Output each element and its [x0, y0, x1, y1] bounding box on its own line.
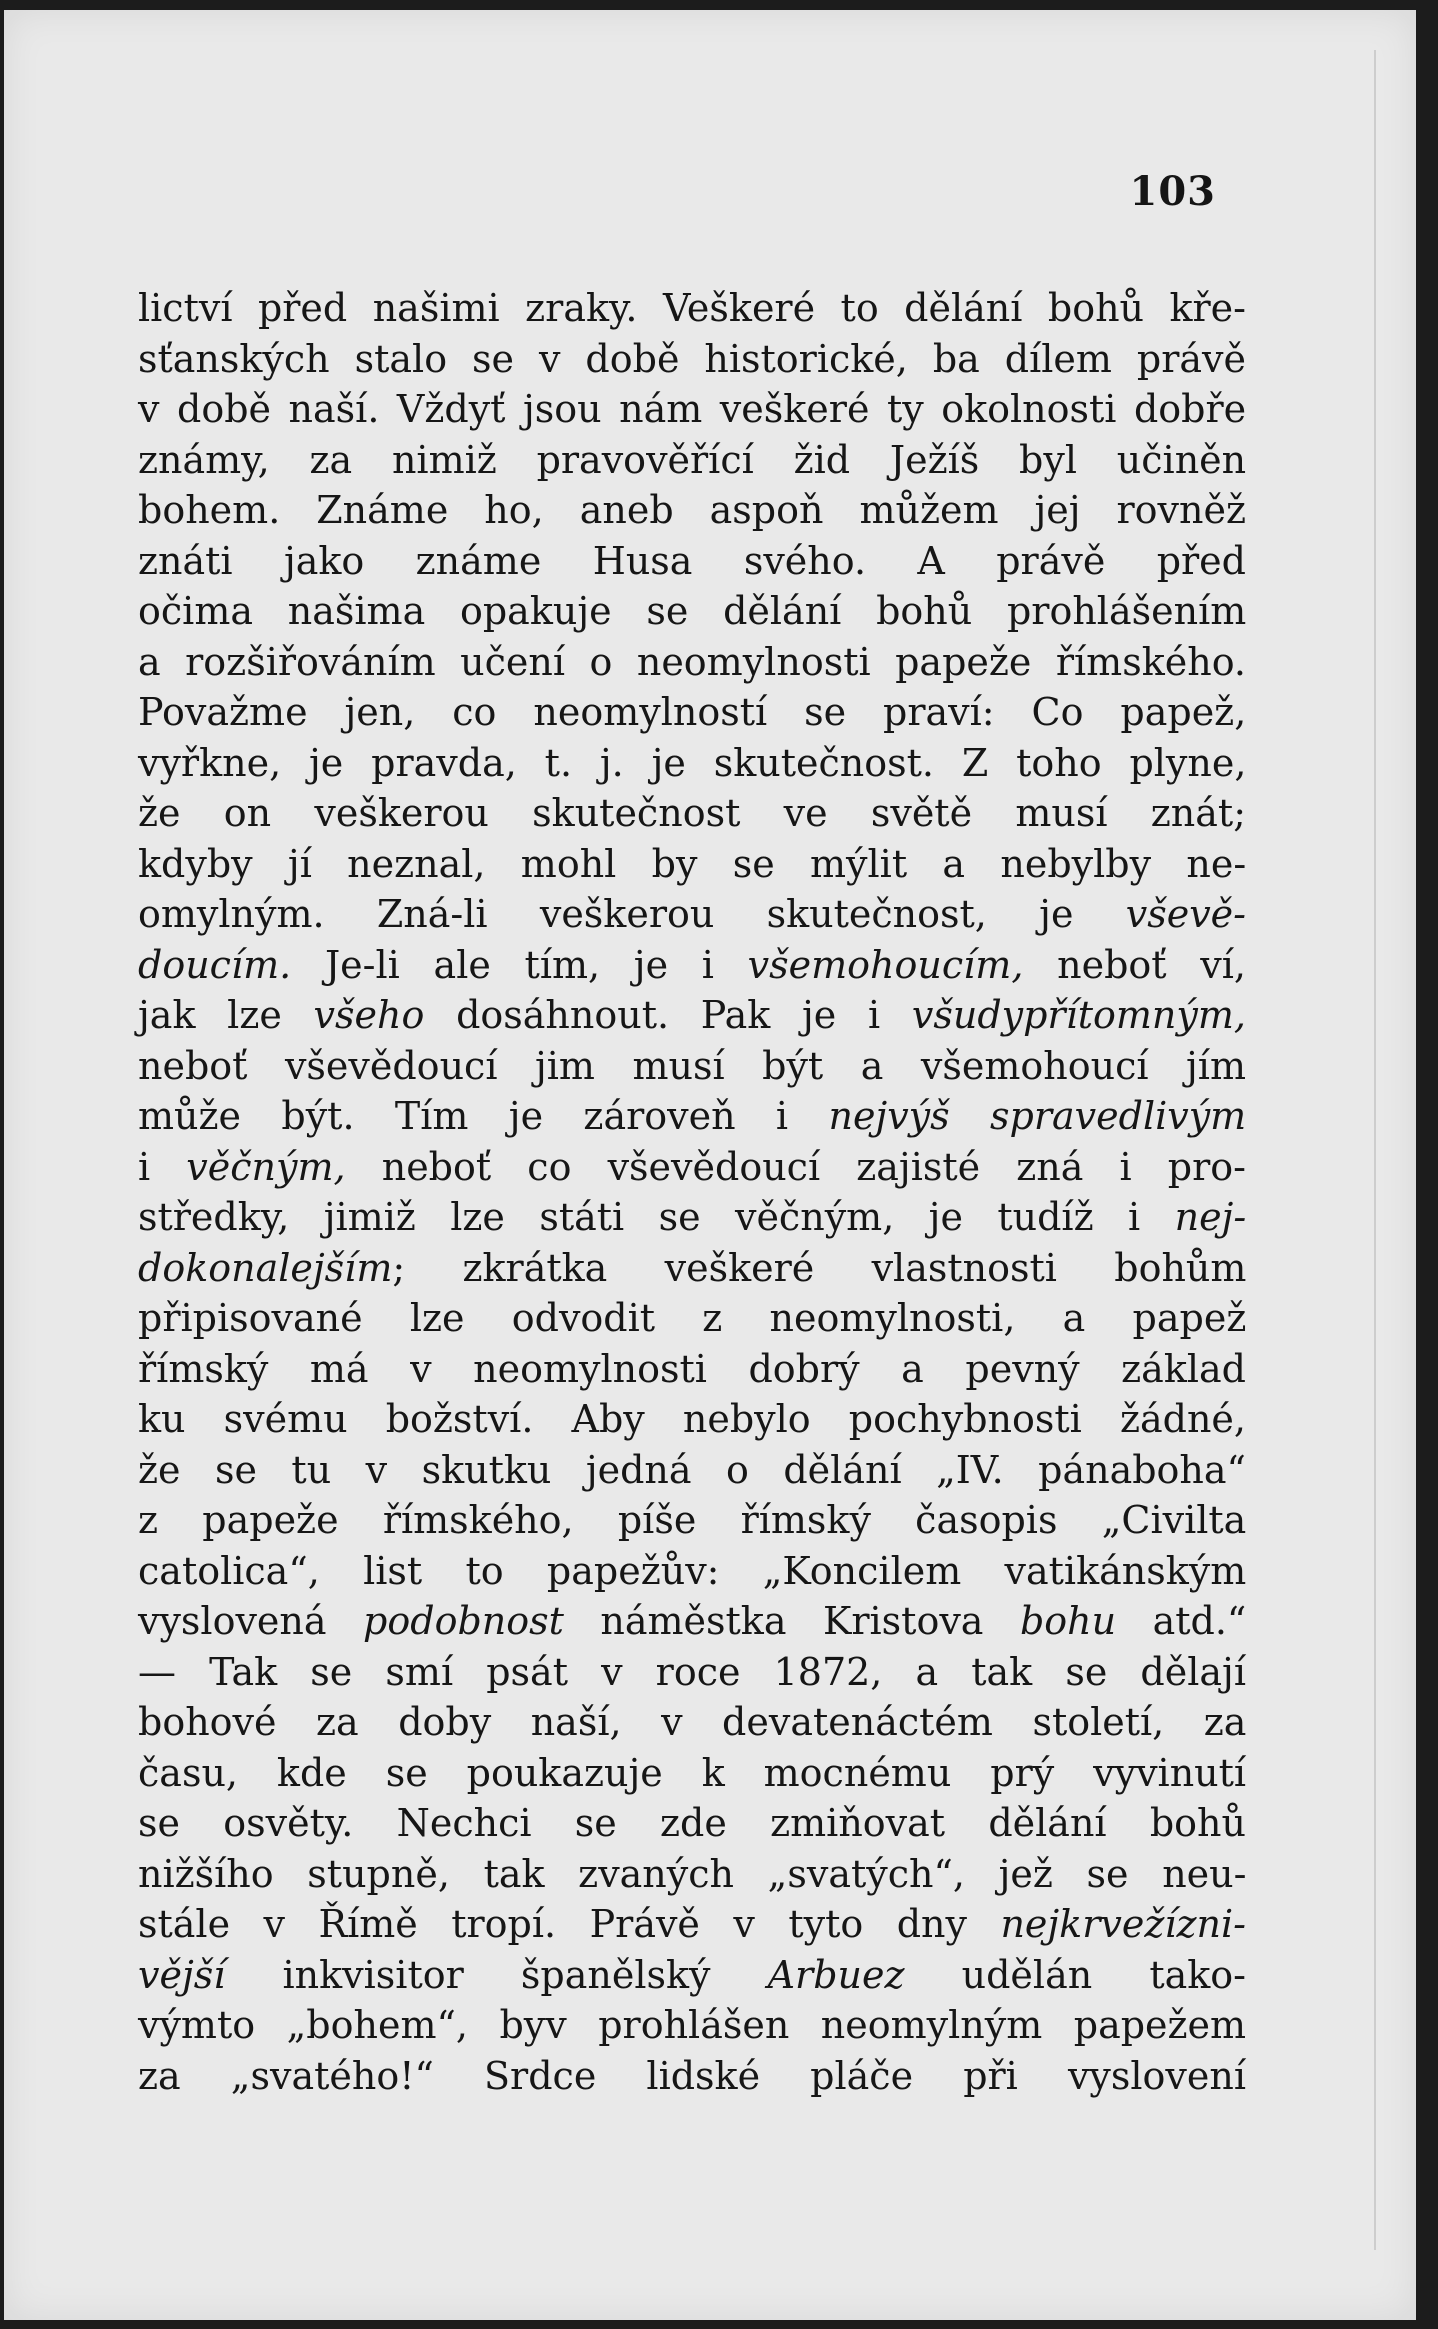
text-line	[138, 889, 1246, 940]
text-segment: může být. Tím je zároveň i	[138, 1094, 829, 1138]
italic-text-segment: nejkrvežízni-	[1000, 1902, 1246, 1946]
text-segment: výmto „bohem“, byv prohlášen neomylným papežem	[138, 2003, 1247, 2047]
text-line	[138, 940, 1246, 991]
text-line	[138, 1596, 1246, 1647]
text-segment: že se tu v skutku jedná o dělání „IV. pánaboha“	[138, 1447, 1246, 1492]
italic-text-segment: podobnost	[363, 1599, 564, 1643]
text-line	[138, 2051, 1246, 2102]
text-line	[138, 1748, 1246, 1799]
text-line	[138, 1798, 1246, 1849]
italic-text-segment: bohu	[1019, 1599, 1117, 1643]
italic-text-segment: vševě-	[1125, 892, 1246, 936]
text-line	[138, 485, 1246, 536]
text-segment: času, kde se poukazuje k mocnému prý vyvinutí	[138, 1750, 1247, 1795]
text-segment: v době naší. Vždyť jsou nám veškeré ty okolnosti dobře	[138, 387, 1247, 431]
text-segment: římský má v neomylnosti dobrý a pevný základ	[138, 1346, 1246, 1391]
text-line	[138, 2000, 1246, 2051]
text-line	[138, 384, 1246, 435]
text-segment: vyřkne, je pravda, t. j. je skutečnost. Z toho plyne,	[138, 740, 1247, 785]
text-line	[138, 1344, 1246, 1395]
text-segment: lictví před našimi zraky. Veškeré to dělání bohů kře-	[138, 286, 1246, 330]
text-segment: dosáhnout. Pak je i	[424, 993, 912, 1037]
text-line	[138, 1647, 1246, 1698]
italic-text-segment: věčným,	[186, 1144, 346, 1189]
text-segment: atd.“	[1116, 1599, 1247, 1643]
text-segment: neboť vševědoucí jim musí být a všemohoucí jím	[138, 1043, 1246, 1088]
text-segment: znáti jako známe Husa svého. A právě před	[138, 538, 1246, 583]
italic-text-segment: všudypřítomným,	[911, 993, 1246, 1037]
text-line	[138, 1091, 1246, 1142]
body-text	[138, 283, 1246, 2101]
text-line	[138, 1697, 1246, 1748]
italic-text-segment: Arbuez	[767, 1952, 905, 1997]
text-line	[138, 536, 1246, 587]
text-segment: náměstka Kristova	[563, 1599, 1020, 1643]
text-segment: inkvisitor španělský	[225, 1952, 768, 1997]
text-line	[138, 990, 1246, 1041]
text-line	[138, 788, 1246, 839]
text-segment: nižšího stupně, tak zvaných „svatých“, jež se neu-	[138, 1851, 1247, 1896]
text-line	[138, 1495, 1246, 1546]
text-segment: Považme jen, co neomylností se praví: Co papež,	[138, 690, 1247, 734]
text-segment: ; zkrátka veškeré vlastnosti bohům	[392, 1245, 1247, 1290]
text-segment: očima našima opakuje se dělání bohů prohlášením	[138, 589, 1247, 633]
text-line	[138, 1899, 1246, 1950]
page-number: 103	[1129, 168, 1216, 215]
text-segment: jak lze	[138, 993, 314, 1037]
text-segment: že on veškerou skutečnost ve světě musí znát;	[138, 791, 1246, 835]
text-segment: známy, za nimiž pravověřící žid Ježíš byl učiněn	[138, 437, 1247, 482]
text-segment: udělán tako-	[904, 1952, 1246, 1997]
text-segment: za „svatého!“ Srdce lidské pláče při vyslovení	[138, 2053, 1246, 2098]
text-line	[138, 1041, 1246, 1092]
text-line	[138, 334, 1246, 385]
text-line	[138, 1293, 1246, 1344]
text-segment: středky, jimiž lze státi se věčným, je tudíž i	[138, 1195, 1175, 1239]
text-line	[138, 1243, 1246, 1294]
text-line	[138, 1445, 1246, 1496]
text-segment: z papeže římského, píše římský časopis „Civilta	[138, 1498, 1247, 1542]
italic-text-segment: nej-	[1174, 1195, 1247, 1239]
text-line	[138, 1950, 1246, 2001]
scan-edge-mark	[1374, 50, 1376, 2250]
text-segment: připisované lze odvodit z neomylnosti, a papež	[138, 1296, 1247, 1340]
italic-text-segment: všemohoucím,	[747, 942, 1024, 987]
italic-text-segment: nejvýš spravedlivým	[828, 1094, 1247, 1138]
text-segment: neboť co vševědoucí zajisté zná i pro-	[345, 1144, 1247, 1189]
text-segment: kdyby jí neznal, mohl by se mýlit a nebylby ne-	[138, 841, 1247, 886]
text-segment: a rozšiřováním učení o neomylnosti papeže římského.	[138, 639, 1246, 684]
text-segment: i	[138, 1144, 187, 1189]
text-segment: vyslovená	[138, 1599, 364, 1643]
italic-text-segment: všeho	[313, 993, 425, 1037]
italic-text-segment: doucím.	[138, 942, 292, 987]
text-line	[138, 586, 1246, 637]
text-segment: neboť ví,	[1023, 942, 1246, 987]
text-segment: catolica“, list to papežův: „Koncilem vatikánským	[138, 1548, 1247, 1593]
text-line	[138, 435, 1246, 486]
text-segment: sťanských stalo se v době historické, ba dílem právě	[138, 336, 1246, 381]
text-segment: ku svému božství. Aby nebylo pochybnosti žádné,	[138, 1397, 1246, 1441]
italic-text-segment: vější	[138, 1952, 226, 1997]
text-line	[138, 1142, 1246, 1193]
text-segment: omylným. Zná-li veškerou skutečnost, je	[138, 892, 1126, 936]
book-page	[4, 10, 1416, 2320]
text-line	[138, 687, 1246, 738]
text-line	[138, 839, 1246, 890]
text-line	[138, 1394, 1246, 1445]
italic-text-segment: dokonalejším	[138, 1245, 393, 1290]
text-line	[138, 283, 1246, 334]
text-segment: bohem. Známe ho, aneb aspoň můžem jej rovněž	[138, 488, 1246, 532]
text-segment: Je-li ale tím, je i	[291, 942, 748, 987]
text-line	[138, 1192, 1246, 1243]
text-segment: — Tak se smí psát v roce 1872, a tak se dělají	[138, 1649, 1246, 1694]
text-line	[138, 1546, 1246, 1597]
text-segment: bohové za doby naší, v devatenáctém století, za	[138, 1700, 1247, 1744]
text-line	[138, 1849, 1246, 1900]
text-segment: stále v Římě tropí. Právě v tyto dny	[138, 1902, 1001, 1946]
text-line	[138, 637, 1246, 688]
text-line	[138, 738, 1246, 789]
text-segment: se osvěty. Nechci se zde zmiňovat dělání bohů	[138, 1801, 1246, 1845]
